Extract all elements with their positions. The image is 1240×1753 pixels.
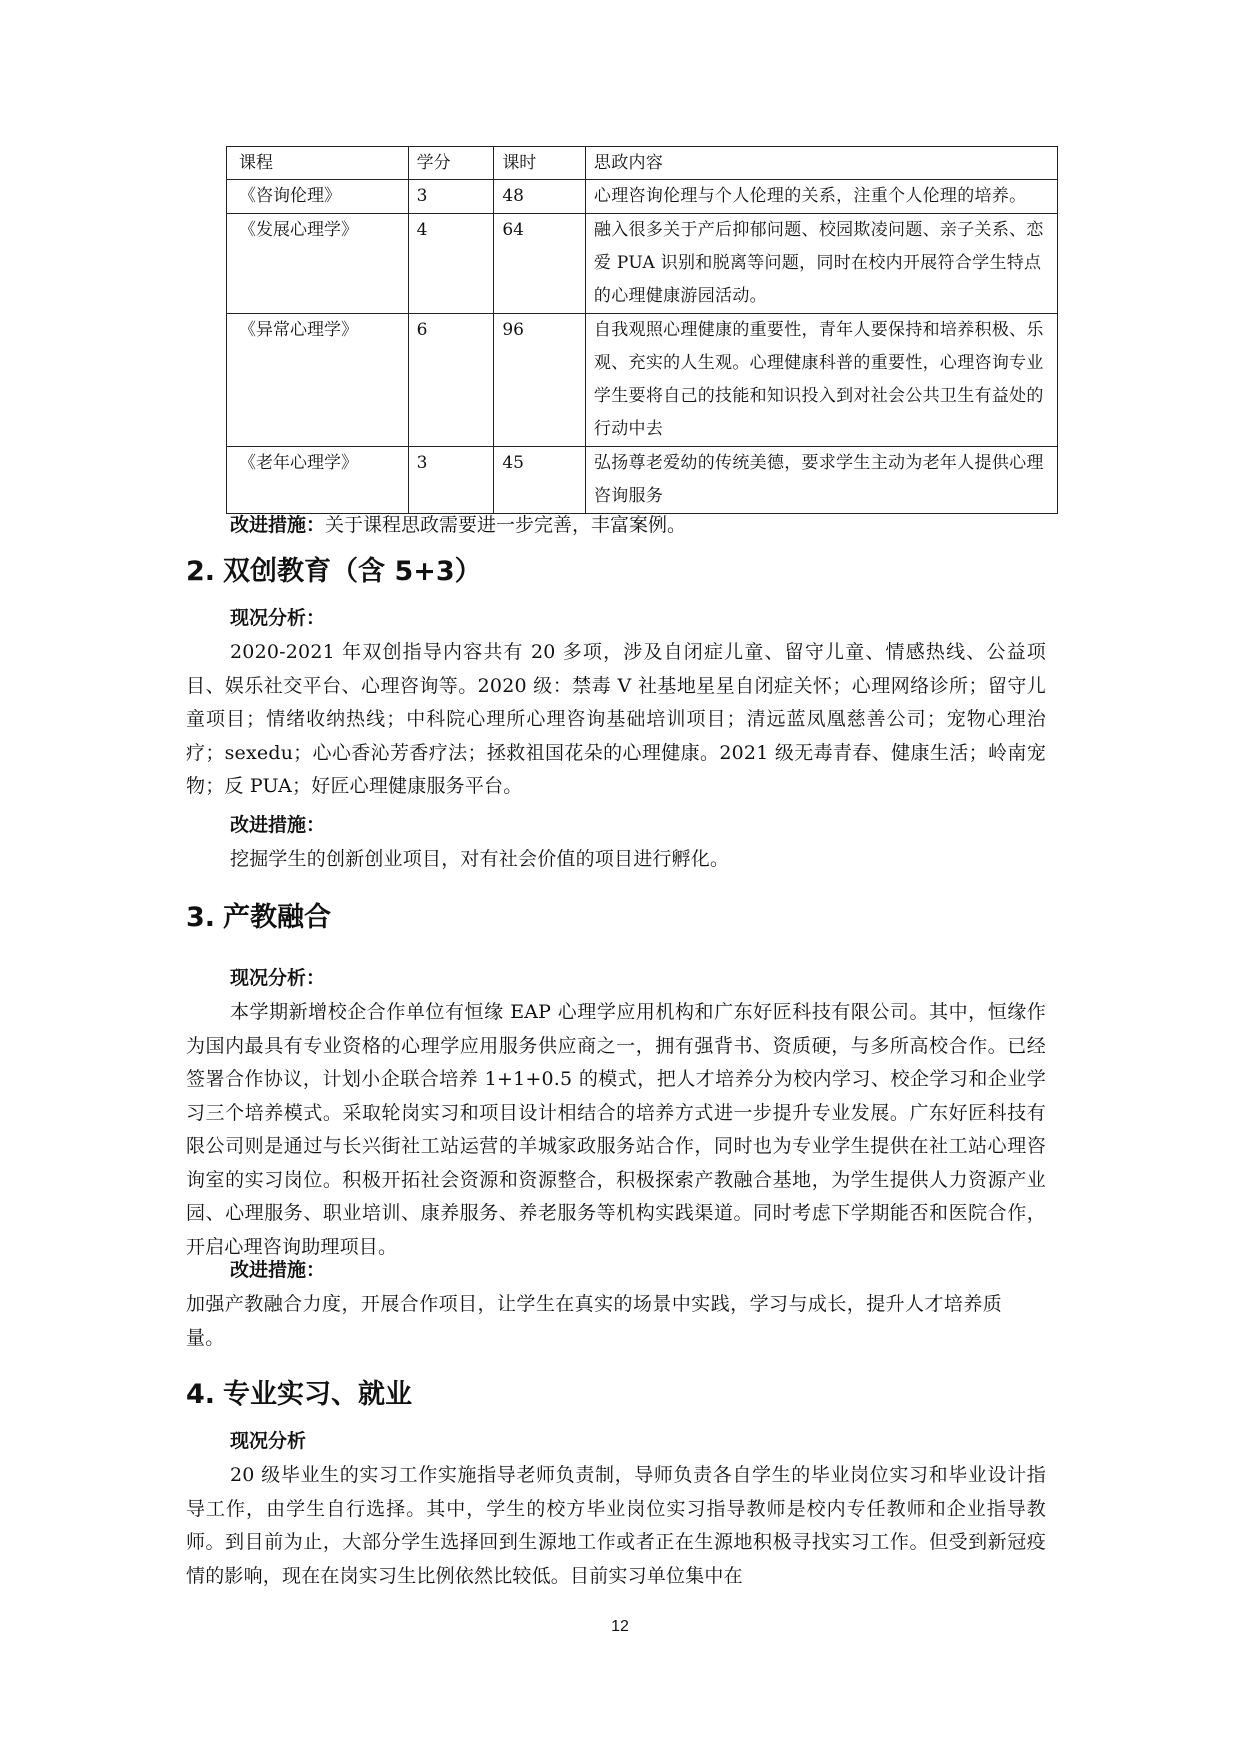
cell-content: 心理咨询伦理与个人伦理的关系，注重个人伦理的培养。 (585, 180, 1057, 214)
cell-course: 《异常心理学》 (227, 314, 409, 447)
course-measures (230, 510, 686, 540)
table-row (227, 314, 1058, 447)
cell-course: 《发展心理学》 (227, 214, 409, 314)
section-heading-innovation (186, 552, 482, 592)
measures-paragraph: 挖掘学生的创新创业项目，对有社会价值的项目进行孵化。 (230, 848, 730, 870)
section-number: 4. (186, 1379, 216, 1410)
section-heading-internship (186, 1375, 412, 1415)
cell-credits: 6 (408, 314, 494, 447)
analysis-heading: 现况分析： (230, 967, 326, 989)
measures-text: 关于课程思政需要进一步完善，丰富案例。 (325, 514, 687, 536)
header-hours: 课时 (494, 147, 586, 180)
header-content: 思政内容 (585, 147, 1057, 180)
analysis-heading: 现况分析 (230, 1430, 307, 1452)
section-title: 双创教育（含 5+3） (223, 556, 482, 587)
cell-content: 融入很多关于产后抑郁问题、校园欺凌问题、亲子关系、恋爱 PUA 识别和脱离等问题，同时在校内开展符合学生特点的心理健康游园活动。 (585, 214, 1057, 314)
course-ideology-table (226, 146, 1058, 514)
cell-content: 弘扬尊老爱幼的传统美德，要求学生主动为老年人提供心理咨询服务 (585, 447, 1057, 514)
section-title: 产教融合 (223, 902, 332, 933)
measures-paragraph: 加强产教融合力度，开展合作项目，让学生在真实的场景中实践，学习与成长，提升人才培养质量。 (186, 1293, 1002, 1349)
page-number: 12 (611, 1618, 629, 1635)
analysis-heading: 现况分析： (230, 607, 326, 629)
cell-hours: 64 (494, 214, 586, 314)
cell-credits: 4 (408, 214, 494, 314)
cell-credits: 3 (408, 447, 494, 514)
section-number: 3. (186, 902, 216, 933)
section-title: 专业实习、就业 (223, 1379, 413, 1410)
measures-label: 改进措施： (230, 514, 326, 536)
measures-heading: 改进措施： (230, 1259, 326, 1281)
cell-course: 《咨询伦理》 (227, 180, 409, 214)
cell-hours: 45 (494, 447, 586, 514)
header-course: 课程 (227, 147, 409, 180)
section-heading-industry (186, 898, 331, 938)
table-row (227, 180, 1058, 214)
table-header-row (227, 147, 1058, 180)
cell-credits: 3 (408, 180, 494, 214)
analysis-paragraph: 本学期新增校企合作单位有恒缘 EAP 心理学应用机构和广东好匠科技有限公司。其中，恒缘作为国内最具有专业资格的心理学应用服务供应商之一，拥有强背书、资质硬，与多所高校合作。已经签署合作协议，计划小企联合培养 1+1+0.5 的模式，把人才培养分为校内学习、校企学习和企业学习三个培养模式。采取轮岗实习和项目设计相结合的培养方式进一步提升专业发展。广东好匠科技有限公司则是通过与长兴街社工站运营的羊城家政服务站合作，同时也为专业学生提供在社工站心理咨询室的实习岗位。积极开拓社会资源和资源整合，积极探索产教融合基地，为学生提供人力资源产业园、心理服务、职业培训、康养服务、养老服务等机构实践渠道。同时考虑下学期能否和医院合作，开启心理咨询助理项目。 (186, 1001, 1046, 1258)
header-credits: 学分 (408, 147, 494, 180)
cell-hours: 48 (494, 180, 586, 214)
table-row (227, 447, 1058, 514)
analysis-paragraph: 2020-2021 年双创指导内容共有 20 多项，涉及自闭症儿童、留守儿童、情感热线、公益项目、娱乐社交平台、心理咨询等。2020 级：禁毒 V 社基地星星自闭症关怀；心理网络诊所；留守儿童项目；情绪收纳热线；中科院心理所心理咨询基础培训项目；清远蓝凤凰慈善公司；宠物心理治疗；sexedu；心心香沁芳香疗法；拯救祖国花朵的心理健康。2021 级无毒青春、健康生活；岭南宠物；反 PUA；好匠心理健康服务平台。 (186, 641, 1046, 797)
table-row (227, 214, 1058, 314)
cell-content: 自我观照心理健康的重要性，青年人要保持和培养积极、乐观、充实的人生观。心理健康科普的重要性，心理咨询专业学生要将自己的技能和知识投入到对社会公共卫生有益处的行动中去 (585, 314, 1057, 447)
measures-heading: 改进措施： (230, 814, 326, 836)
section-number: 2. (186, 556, 216, 587)
analysis-paragraph: 20 级毕业生的实习工作实施指导老师负责制，导师负责各自学生的毕业岗位实习和毕业设计指导工作，由学生自行选择。其中，学生的校方毕业岗位实习指导教师是校内专任教师和企业指导教师。到目前为止，大部分学生选择回到生源地工作或者正在生源地积极寻找实习工作。但受到新冠疫情的影响，现在在岗实习生比例依然比较低。目前实习单位集中在 (186, 1464, 1046, 1587)
cell-course: 《老年心理学》 (227, 447, 409, 514)
cell-hours: 96 (494, 314, 586, 447)
